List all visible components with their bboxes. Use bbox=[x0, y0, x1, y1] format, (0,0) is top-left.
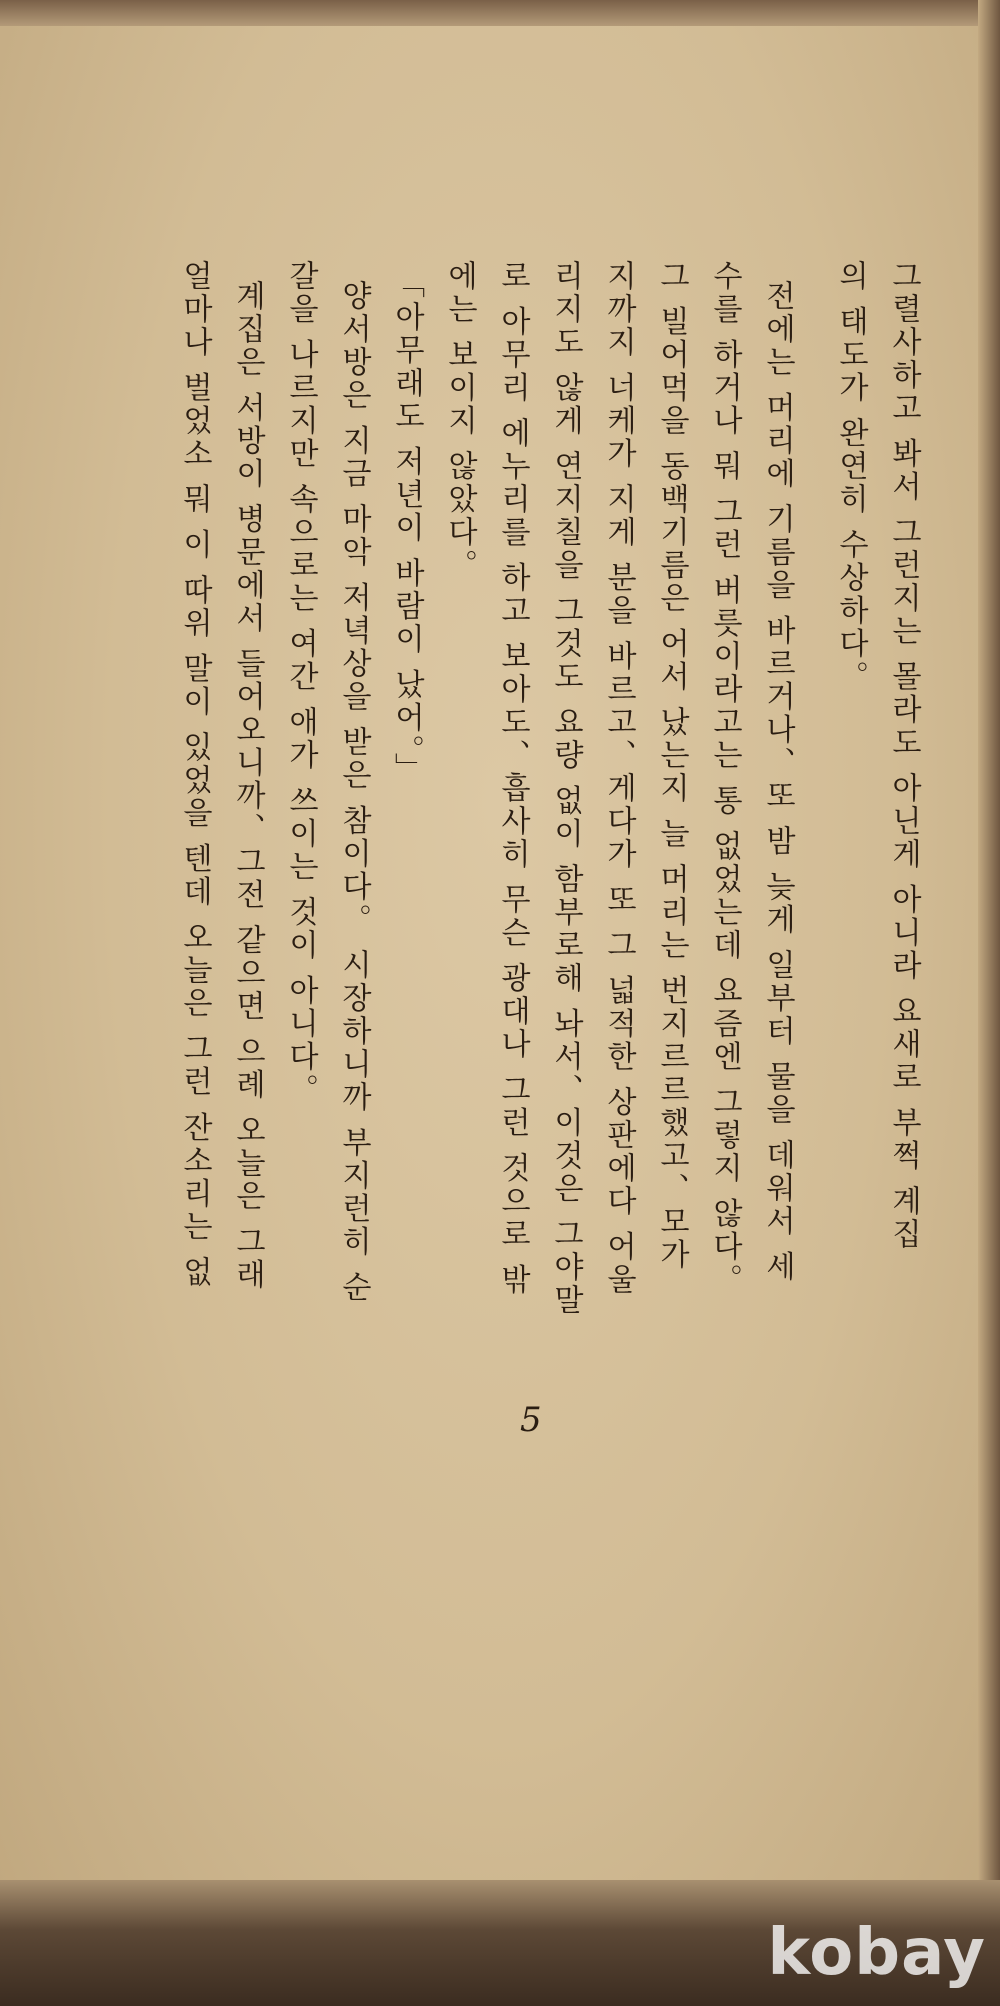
text-column: 전에는 머리에 기름을 바르거나、또 밤 늦게 일부터 물을 데워서 세 bbox=[760, 280, 795, 1284]
text-column: 의 태도가 완연히 수상하다。 bbox=[833, 260, 868, 694]
text-column: 계집은 서방이 병문에서 들어오니까、그전 같으면 으례 오늘은 그래 bbox=[230, 280, 265, 1292]
watermark-logo: kobay bbox=[767, 1916, 986, 1990]
text-column: 갈을 나르지만 속으로는 여간 애가 쓰이는 것이 아니다。 bbox=[283, 260, 318, 1107]
text-column: 양서방은 지금 마악 저녁상을 받은 참이다。 시장하니까 부지런히 순 bbox=[336, 280, 371, 1305]
text-column: 얼마나 벌었소 뭐 이 따위 말이 있었을 텐데 오늘은 그런 잔소리는 없 bbox=[177, 260, 212, 1289]
text-column: 에는 보이지 않았다。 bbox=[442, 260, 477, 583]
text-column: 그렬사하고 봐서 그런지는 몰라도 아닌게 아니라 요새로 부쩍 계집 bbox=[886, 260, 921, 1252]
paragraph-gap bbox=[804, 260, 824, 1410]
text-column: 「아무래도 저년이 바람이 났어。」 bbox=[389, 268, 424, 786]
vertical-text-block bbox=[130, 260, 930, 1410]
page-number: 5 bbox=[520, 1400, 542, 1440]
text-column: 리지도 않게 연지칠을 그것도 요량 없이 함부로해 놔서、이것은 그야말 bbox=[548, 260, 583, 1318]
text-column: 로 아무리 에누리를 하고 보아도、흡사히 무슨 광대나 그런 것으로 밖 bbox=[495, 260, 530, 1297]
page-top-edge bbox=[0, 0, 1000, 26]
page-right-edge bbox=[978, 0, 1000, 2006]
text-column: 수를 하거나 뭐 그런 버릇이라고는 통 없었는데 요즘엔 그렇지 않다。 bbox=[707, 260, 742, 1297]
text-column: 그 빌어먹을 동백기름은 어서 났는지 늘 머리는 번지르르했고、모가 bbox=[654, 260, 689, 1272]
text-column: 지까지 너케가 지게 분을 바르고、게다가 또 그 넓적한 상판에다 어울 bbox=[601, 260, 636, 1297]
